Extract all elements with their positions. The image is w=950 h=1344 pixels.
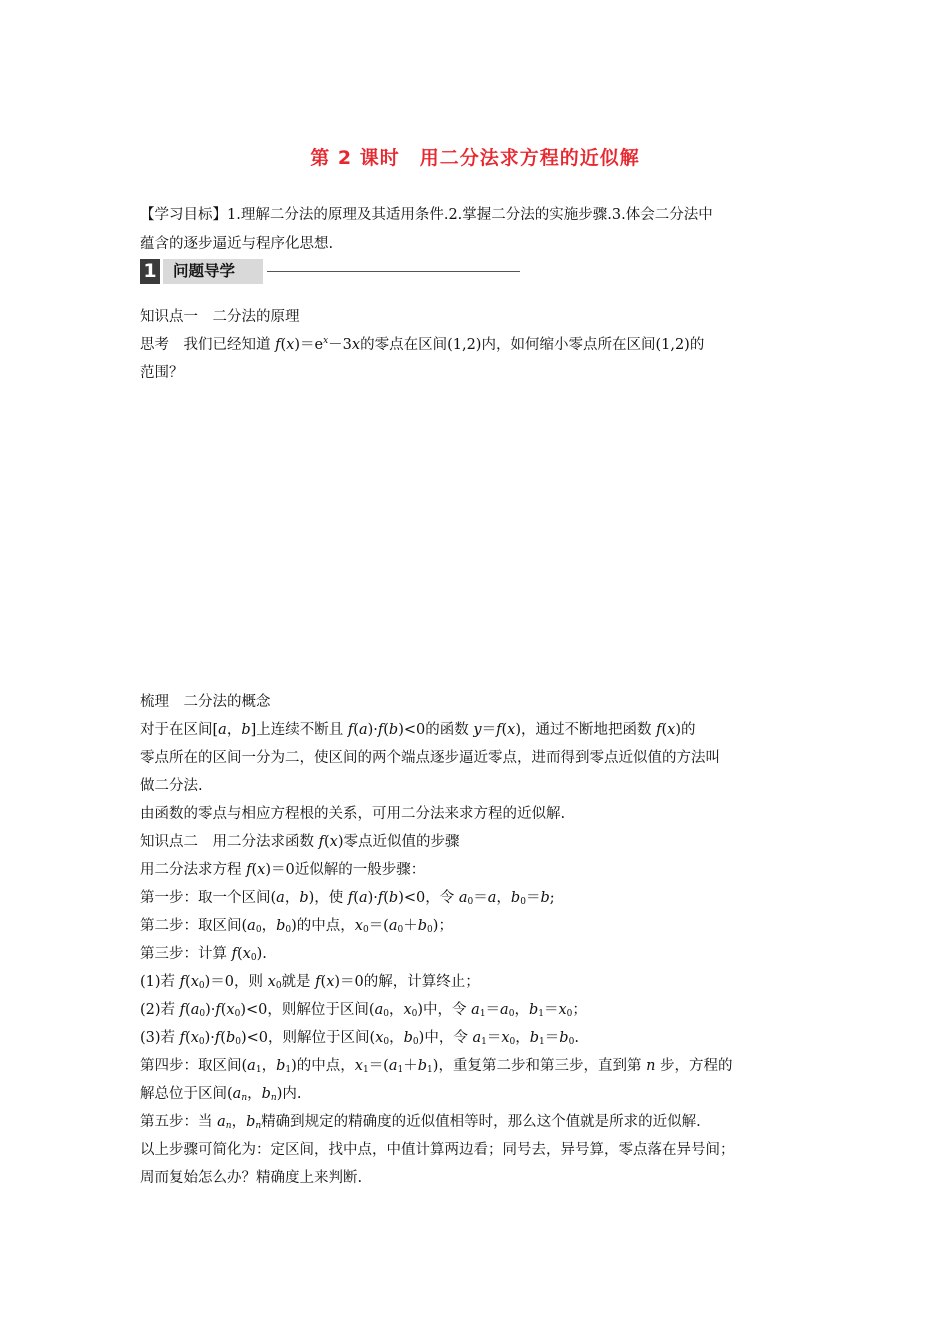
summary-p1-line-1: 对于在区间[a，b]上连续不断且 f(a)·f(b)<0的函数 y＝f(x)，通过不断地把函数 f(x)的 <box>140 722 696 738</box>
think-line-1: 思考 我们已经知道 $f(x)=e^x-3x$的零点在区间(1,2)内，如何缩小零点所在区间(1,2)的 <box>140 336 705 353</box>
think-line-2: 范围？ <box>140 365 184 381</box>
case-1: (1)若 $f(x_0)=0$，则 $x_0$就是 f(x)＝0的解，计算终止； <box>140 974 480 991</box>
summary-heading: 梳理 二分法的概念 <box>140 694 271 710</box>
mnemonic-line-1: 以上步骤可简化为：定区间，找中点，中值计算两边看；同号去，异号算，零点落在异号间； <box>140 1142 735 1158</box>
mnemonic-line-2: 周而复始怎么办？精确度上来判断. <box>140 1170 363 1186</box>
learning-goals <box>140 201 810 259</box>
step-4-line-2: 解总位于区间($a_n$，$b_n$)内. <box>140 1086 302 1103</box>
goals-text-1: 1.理解二分法的原理及其适用条件.2.掌握二分法的实施步骤.3.体会二分法中 <box>227 207 713 223</box>
case-3: (3)若 $f(x_0)\cdot f(b_0)<0$，则解位于区间($x_0$，$b_0$)中，令 $a_1=x_0$，$b_1=b_0$. <box>140 1030 579 1047</box>
goals-text-2: 蕴含的逐步逼近与程序化思想. <box>140 236 334 252</box>
section-title: 问题导学 <box>163 259 263 284</box>
section-header <box>140 259 525 284</box>
knowledge-point-1 <box>140 303 815 387</box>
kp1-heading: 知识点一 二分法的原理 <box>140 309 300 325</box>
case-2: (2)若 $f(a_0)\cdot f(x_0)<0$，则解位于区间($a_0$，$x_0$)中，令 $a_1=a_0$，$b_1=x_0$； <box>140 1002 587 1019</box>
step-3: 第三步：计算 $f(x_0)$. <box>140 946 267 963</box>
goals-label: 【学习目标】 <box>140 207 227 223</box>
summary-p1-line-3: 做二分法. <box>140 778 203 794</box>
summary-p2: 由函数的零点与相应方程根的关系，可用二分法来求方程的近似解. <box>140 806 566 822</box>
step-1: 第一步：取一个区间(a，b)，使 f(a)·f(b)<0，令 $a_0=a$，$b_0=b$; <box>140 890 555 907</box>
kp2-intro: 用二分法求方程 f(x)＝0近似解的一般步骤： <box>140 862 426 878</box>
step-5: 第五步：当 $a_n$，$b_n$精确到规定的精确度的近似值相等时，那么这个值就是所求的近似解. <box>140 1114 701 1131</box>
step-2: 第二步：取区间($a_0$，$b_0$)的中点，$x_0=(a_0+b_0)$； <box>140 918 453 935</box>
summary-p1-line-2: 零点所在的区间一分为二，使区间的两个端点逐步逼近零点，进而得到零点近似值的方法叫 <box>140 750 720 766</box>
kp2-heading: 知识点二 用二分法求函数 f(x)零点近似值的步骤 <box>140 834 460 850</box>
section-divider <box>267 271 520 272</box>
page-title: 第 2 课时 用二分法求方程的近似解 <box>310 147 640 169</box>
step-4-line-1: 第四步：取区间($a_1$，$b_1$)的中点，$x_1=(a_1+b_1)$，重复第二步和第三步，直到第 n 步，方程的 <box>140 1058 733 1075</box>
section-number: 1 <box>140 259 160 284</box>
summary-and-steps <box>140 688 815 1192</box>
